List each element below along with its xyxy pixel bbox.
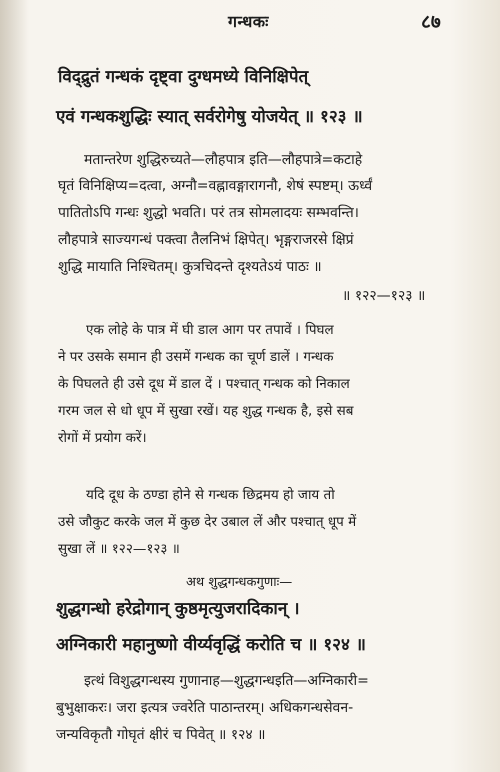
verse-123-line-1: विद्द्रुतं गन्धकं दृष्ट्वा दुग्धमध्ये विनिक्षिपेत् <box>58 67 309 87</box>
page-gutter-shadow <box>0 0 28 772</box>
commentary-1-line-2: घृतं विनिक्षिप्य=दत्वा, अग्नौ=वह्नावङ्गारागनौ, शेषं स्पष्टम्। ऊर्ध्वं <box>58 178 373 194</box>
hindi-2-line-1: यदि दूध के ठण्डा होने से गन्धक छिद्रमय हो जाय तो <box>86 487 335 503</box>
verse-124-line-1: शुद्धगन्धो हरेद्रोगान् कुष्ठमृत्युजरादिकान् । <box>56 599 300 619</box>
commentary-2-line-3: जन्यविकृतौ गोघृतं क्षीरं च पिवेत् ॥ १२४ ॥ <box>56 727 266 743</box>
running-title: गन्धकः <box>228 12 269 31</box>
hindi-1-line-1: एक लोहे के पात्र में घी डाल आग पर तपावें । पिघल <box>86 322 334 338</box>
commentary-1-line-3: पातितोऽपि गन्धः शुद्धो भवति। परं तत्र सोमलादयः सम्भवन्ति। <box>58 205 359 221</box>
hindi-1-line-4: गरम जल से धो धूप में सुखा रखें। यह शुद्ध गन्धक है, इसे सब <box>58 403 354 419</box>
hindi-1-line-3: के पिघलते ही उसे दूध में डाल दें । पश्चात् गन्धक को निकाल <box>58 376 350 392</box>
commentary-1-reference: ॥ १२२—१२३ ॥ <box>342 288 426 304</box>
hindi-1-line-2: ने पर उसके समान ही उसमें गन्धक का चूर्ण डालें । गन्धक <box>58 349 334 365</box>
hindi-2-line-3: सुखा लें ॥ १२२—१२३ ॥ <box>58 541 180 557</box>
commentary-1-line-4: लौहपात्रे साज्यगन्धं पक्त्वा तैलनिभं क्षिपेत्। भृङ्गराजरसे क्षिप्रं <box>58 232 354 248</box>
commentary-2-line-2: बुभुक्षाकरः। जरा इत्यत्र ज्वरेति पाठान्तरम्। अधिकगन्धसेवन- <box>56 700 354 716</box>
commentary-1-line-5: शुद्धि मायाति निश्चितम्। कुत्रचिदन्ते दृश्यतेऽयं पाठः ॥ <box>58 259 322 275</box>
hindi-1-line-5: रोगों में प्रयोग करें। <box>58 430 147 446</box>
verse-124-line-2: अग्निकारी महानुष्णो वीर्य्यवृद्धिं करोति च ॥ १२४ ॥ <box>56 635 366 655</box>
verse-123-line-2: एवं गन्धकशुद्धिः स्यात् सर्वरोगेषु योजयेत् ॥ १२३ ॥ <box>56 107 363 127</box>
commentary-2-line-1: इत्थं विशुद्धगन्धस्य गुणानाह—शुद्धगन्धइति—अग्निकारी= <box>84 673 369 689</box>
section-heading: अथ शुद्धगन्धकगुणाः— <box>186 575 293 590</box>
hindi-2-line-2: उसे जौकुट करके जल में कुछ देर उबाल लें और पश्चात् धूप में <box>58 514 357 530</box>
commentary-1-line-1: मतान्तरेण शुद्धिरुच्यते—लौहपात्र इति—लौहपात्रे=कटाहे <box>84 152 363 168</box>
page-number: ८७ <box>421 11 441 33</box>
page-header <box>0 6 500 36</box>
